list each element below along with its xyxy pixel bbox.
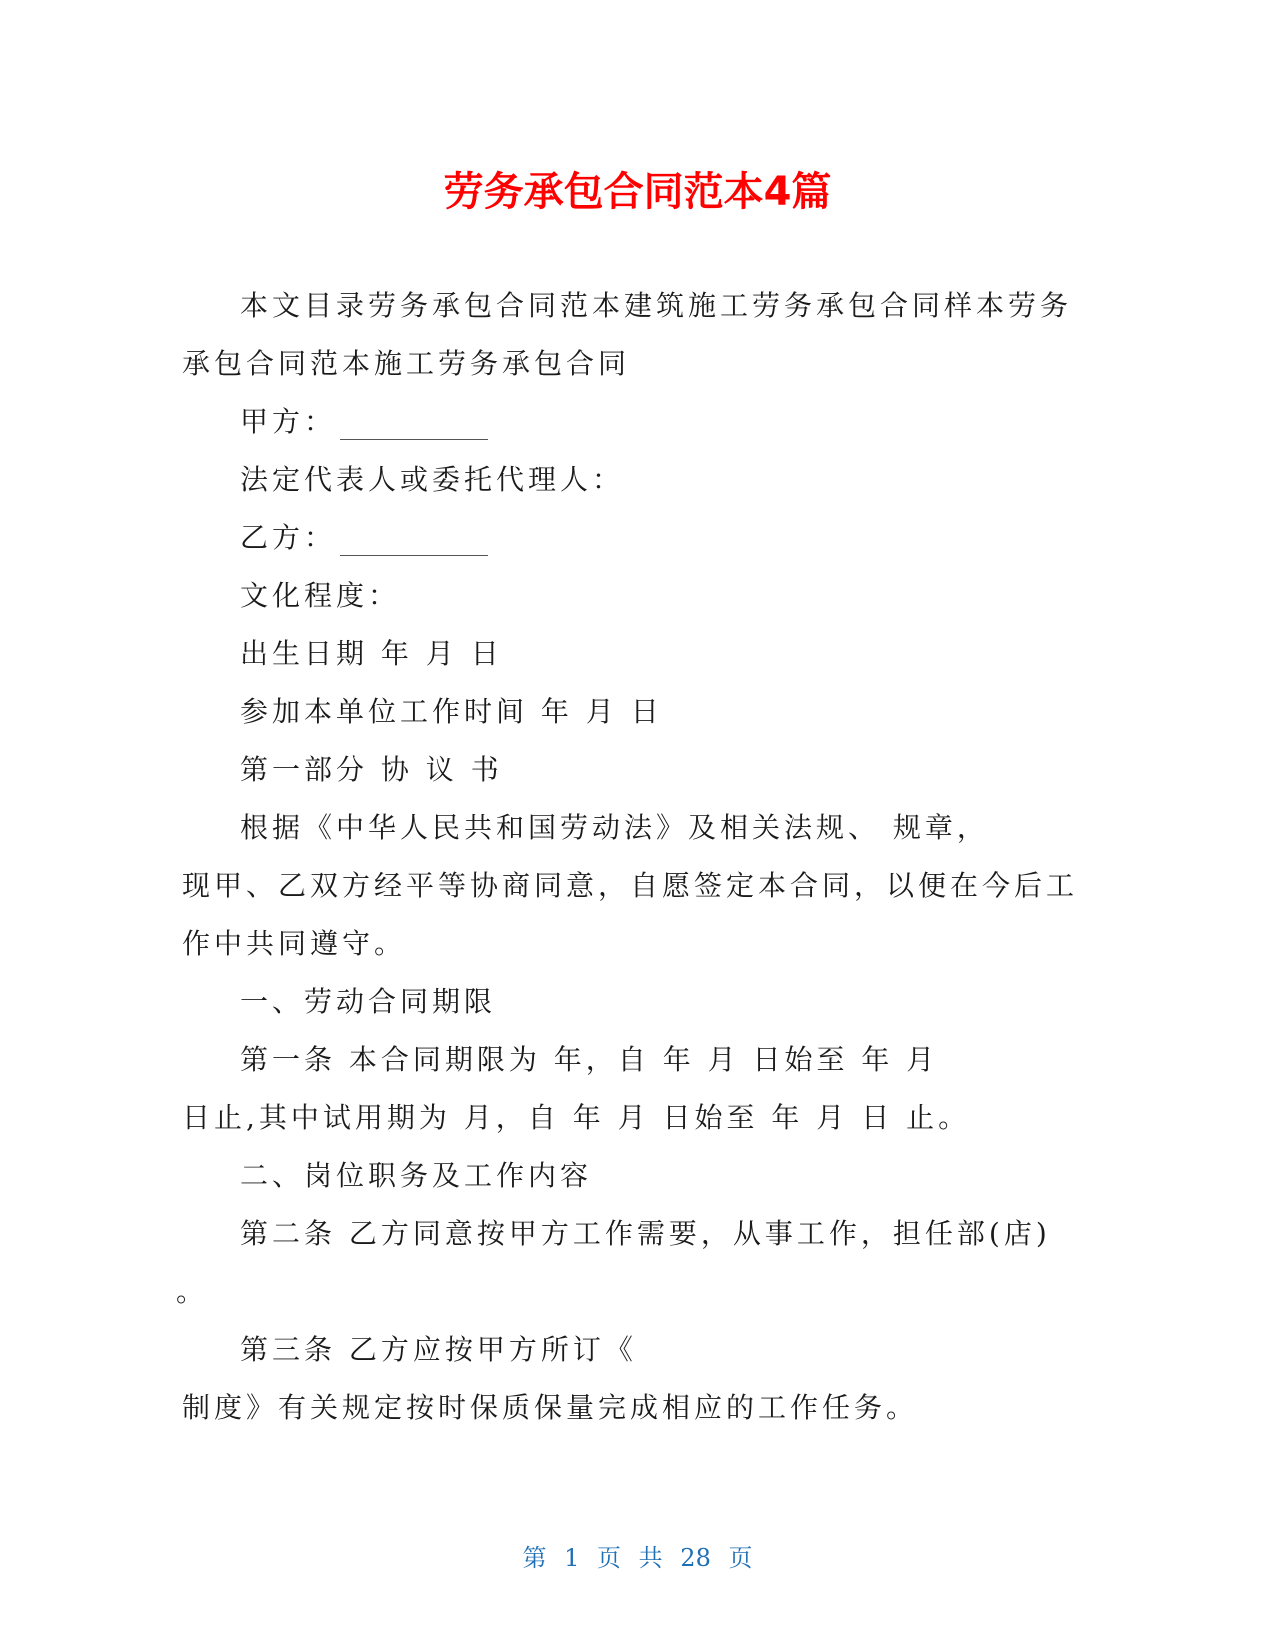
article-1-line-1: 第一条 本合同期限为 年，自 年 月 日始至 年 月 <box>240 1043 939 1076</box>
education-line: 文化程度： <box>240 579 401 612</box>
party-b-line <box>240 520 488 556</box>
section-1-heading: 一、劳动合同期限 <box>240 985 497 1018</box>
document-title: 劳务承包合同范本4篇 <box>443 169 832 215</box>
basis-line-2: 现甲、乙双方经平等协商同意，自愿签定本合同，以便在今后工 <box>182 869 1079 902</box>
party-a-line <box>240 404 488 440</box>
part-one-heading: 第一部分 协 议 书 <box>240 753 503 786</box>
party-b-label: 乙方： <box>240 521 337 554</box>
toc-line-2: 承包合同范本施工劳务承包合同 <box>182 347 631 380</box>
section-2-heading: 二、岗位职务及工作内容 <box>240 1159 593 1192</box>
party-b-blank <box>340 529 488 556</box>
article-3-line-1: 第三条 乙方应按甲方所订《 <box>240 1333 637 1366</box>
article-1-line-2: 日止,其中试用期为 月，自 年 月 日始至 年 月 日 止。 <box>182 1101 971 1134</box>
page-footer: 第 1 页 共 28 页 <box>522 1544 753 1572</box>
party-a-blank <box>340 413 488 440</box>
party-a-label: 甲方： <box>240 405 337 438</box>
article-2-line-1: 第二条 乙方同意按甲方工作需要，从事工作，担任部(店) <box>240 1217 1051 1250</box>
article-2-line-2: 。 <box>176 1275 209 1308</box>
join-date-line: 参加本单位工作时间 年 月 日 <box>240 695 663 728</box>
basis-line-3: 作中共同遵守。 <box>182 927 407 960</box>
toc-line-1: 本文目录劳务承包合同范本建筑施工劳务承包合同样本劳务 <box>240 289 1073 322</box>
article-3-line-2: 制度》有关规定按时保质保量完成相应的工作任务。 <box>182 1391 919 1424</box>
legal-rep-line: 法定代表人或委托代理人： <box>240 463 625 496</box>
birth-date-line: 出生日期 年 月 日 <box>240 637 503 670</box>
basis-line-1: 根据《中华人民共和国劳动法》及相关法规、 规章， <box>240 811 989 844</box>
